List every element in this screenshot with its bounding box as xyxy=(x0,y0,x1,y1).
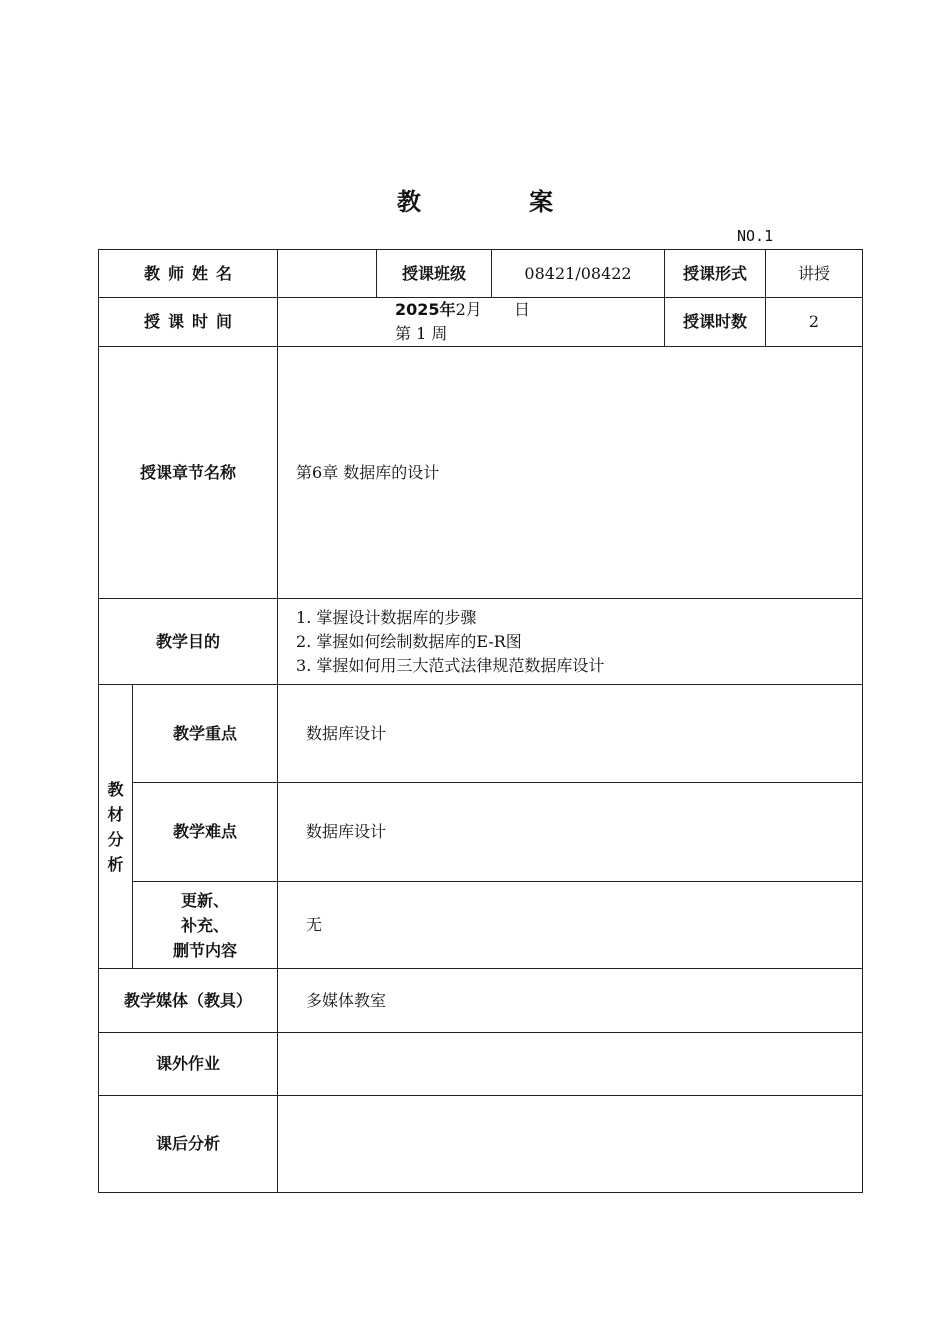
teaching-hours-label: 授课时数 xyxy=(665,298,766,347)
lesson-plan-table xyxy=(98,249,863,1193)
row-media xyxy=(99,969,863,1033)
goal-item: 2. 掌握如何绘制数据库的E-R图 xyxy=(296,631,522,651)
day-value: 日 xyxy=(513,300,530,319)
row-difficult-point xyxy=(99,783,863,882)
chapter-label: 授课章节名称 xyxy=(99,347,278,599)
update-content-label: 更新、 补充、 删节内容 xyxy=(133,882,278,969)
teaching-form-value[interactable]: 讲授 xyxy=(766,250,863,298)
media-label: 教学媒体（教具） xyxy=(99,969,278,1033)
teaching-time-value[interactable] xyxy=(278,298,665,347)
teacher-name-label: 教师姓名 xyxy=(99,250,278,298)
row-time xyxy=(99,298,863,347)
goals-label: 教学目的 xyxy=(99,599,278,685)
homework-label: 课外作业 xyxy=(99,1033,278,1096)
teaching-form-label: 授课形式 xyxy=(665,250,766,298)
page-title: 教 案 xyxy=(396,188,604,216)
class-value[interactable]: 08421/08422 xyxy=(492,250,665,298)
teacher-name-value[interactable] xyxy=(278,250,377,298)
difficult-point-value[interactable]: 数据库设计 xyxy=(278,783,863,882)
review-value[interactable] xyxy=(278,1096,863,1193)
row-review xyxy=(99,1096,863,1193)
key-point-value[interactable]: 数据库设计 xyxy=(278,685,863,783)
row-key-point xyxy=(99,685,863,783)
month-value: 2月 xyxy=(455,300,482,319)
week-value: 第 1 周 xyxy=(395,324,448,343)
chapter-value[interactable]: 第6章 数据库的设计 xyxy=(278,347,863,599)
key-point-label: 教学重点 xyxy=(133,685,278,783)
goal-item: 3. 掌握如何用三大范式法律规范数据库设计 xyxy=(296,655,605,675)
homework-value[interactable] xyxy=(278,1033,863,1096)
difficult-point-label: 教学难点 xyxy=(133,783,278,882)
row-homework xyxy=(99,1033,863,1096)
goal-item: 1. 掌握设计数据库的步骤 xyxy=(296,607,477,627)
row-update xyxy=(99,882,863,969)
document-number: NO.1 xyxy=(737,227,774,245)
material-analysis-label: 教 材 分 析 xyxy=(99,685,133,969)
goals-value[interactable] xyxy=(278,599,863,685)
media-value[interactable]: 多媒体教室 xyxy=(278,969,863,1033)
class-label: 授课班级 xyxy=(377,250,492,298)
teaching-hours-value[interactable]: 2 xyxy=(766,298,863,347)
goals-list xyxy=(278,606,862,678)
year-value: 2025年 xyxy=(395,300,456,319)
update-content-value[interactable]: 无 xyxy=(278,882,863,969)
row-teacher xyxy=(99,250,863,298)
row-chapter xyxy=(99,347,863,599)
row-goals xyxy=(99,599,863,685)
review-label: 课后分析 xyxy=(99,1096,278,1193)
teaching-time-label: 授课时间 xyxy=(99,298,278,347)
